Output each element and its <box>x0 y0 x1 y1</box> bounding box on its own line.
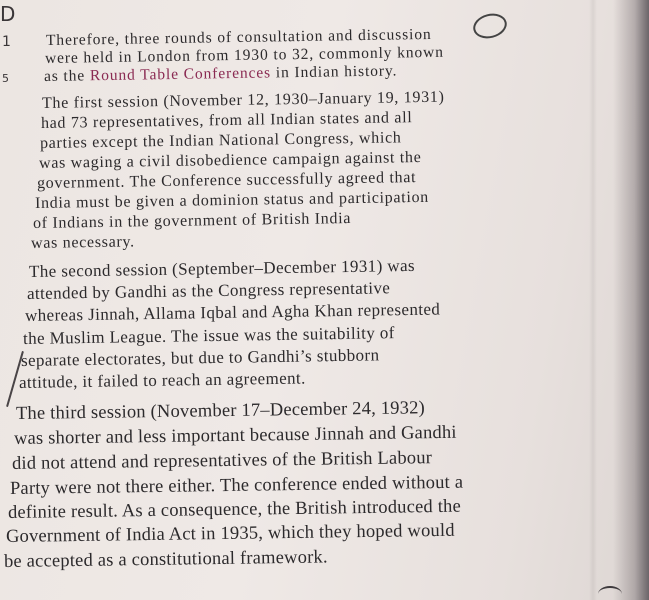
text-line: of Indians in the government of British India <box>32 210 352 232</box>
text-line: definite result. As a consequence, the British introduced the <box>7 496 462 523</box>
text-line: The second session (September–December 1931) was <box>28 255 416 281</box>
text-line: was waging a civil disobedience campaign against the <box>38 148 422 172</box>
key-term: Round Table Conferences <box>89 64 272 85</box>
margin-mark: 1 <box>2 34 11 50</box>
text-line: were held in London from 1930 to 32, commonly known <box>44 43 444 67</box>
text-line: did not attend and representatives of the British Labour <box>11 448 433 474</box>
text-line: was shorter and less important because Jinnah and Gandhi <box>13 422 457 449</box>
text-line: separate electorates, but due to Gandhi’s stubborn <box>20 345 380 370</box>
text-line: The first session (November 12, 1930–January 19, 1931) <box>41 88 445 112</box>
text-line: attended by Gandhi as the Congress representative <box>26 278 391 303</box>
text-line: Therefore, three rounds of consultation and discussion <box>45 25 432 49</box>
text-line: Government of India Act in 1935, which they hoped would <box>5 520 455 547</box>
text-line: as the Round Table Conferences in Indian history. <box>43 62 398 85</box>
text-line: attitude, it failed to reach an agreement. <box>18 368 306 392</box>
text-line: India must be given a dominion status and participation <box>34 188 430 212</box>
text-line: the Muslim League. The issue was the suitability of <box>22 323 395 348</box>
text-line: was necessary. <box>30 233 135 252</box>
pencil-circle-annotation <box>471 10 510 42</box>
margin-mark: D <box>0 2 16 26</box>
margin-mark: 5 <box>2 72 9 85</box>
page-edge-shadow <box>613 0 649 600</box>
text-line: Party were not there either. The conference ended without a <box>9 472 464 499</box>
text-line: had 73 representatives, from all Indian states and all <box>40 109 413 132</box>
page-fold-shadow <box>589 0 597 600</box>
text-line: be accepted as a constitutional framework. <box>3 547 328 572</box>
text-line: government. The Conference successfully agreed that <box>36 169 417 192</box>
page-number-fragment <box>598 586 622 600</box>
text-line: parties except the Indian National Congress, which <box>39 129 402 152</box>
text-line: The third session (November 17–December 24, 1932) <box>15 398 426 424</box>
text-line: whereas Jinnah, Allama Iqbal and Agha Khan represented <box>24 299 441 325</box>
